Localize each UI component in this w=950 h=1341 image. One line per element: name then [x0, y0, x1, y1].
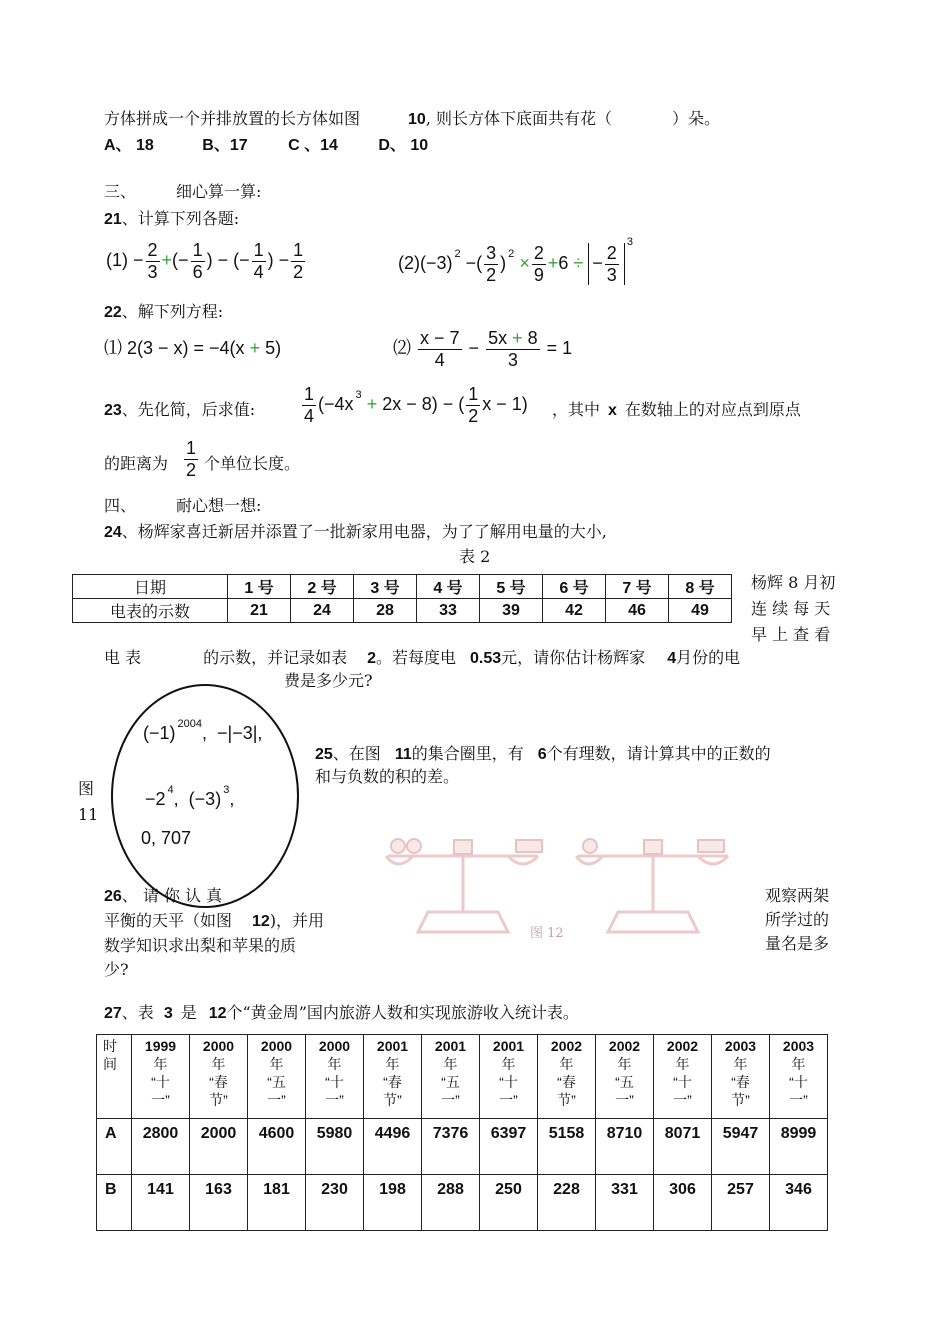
- q20-line1: 方体拼成一个并排放置的长方体如图 10, 则长方体下底面共有花（ ）朵。: [104, 109, 721, 128]
- option-b: B、17: [202, 137, 248, 154]
- column-header: 2001 年 “十 一”: [480, 1035, 538, 1119]
- table-row: B 141 163 181 230 198 288 250 228 331 306 257 346: [97, 1175, 828, 1231]
- figure-12-caption: 图 12: [530, 926, 564, 941]
- option-c: C 、14: [288, 137, 338, 154]
- q24-side-text: 杨辉 8 月初 连 续 每 天 早 上 查 看: [751, 573, 836, 644]
- figure-11-label: 图 11: [78, 779, 99, 824]
- table-row: [97, 1035, 828, 1119]
- column-header: 2000 年 “十 一”: [306, 1035, 364, 1119]
- q23-line2: 的距离为: [104, 454, 169, 473]
- table-row: 电表的示数 21 24 28 33 39 42 46 49: [73, 599, 732, 623]
- column-header: 2000 年 “五 一”: [248, 1035, 306, 1119]
- column-header: 2002 年 “春 节”: [538, 1035, 596, 1119]
- option-d: D、 10: [378, 137, 429, 154]
- q26-left-text: 26、 请 你 认 真 平衡的天平（如图 12)，并用 数学知识求出梨和苹果的质 少?: [104, 886, 325, 979]
- column-header: 2002 年 “十 一”: [654, 1035, 712, 1119]
- q20-options: [104, 136, 428, 155]
- table2-caption: 表 2: [459, 547, 491, 566]
- table-row: A 2800 2000 4600 5980 4496 7376 6397 5158 8710 8071 5947 8999: [97, 1119, 828, 1175]
- q21-expression-1: (1) − $\frac{2}{3}$ +(− $\frac{1}{6}$ ) − (− $\frac{1}{4}$ ) − $\frac{1}{2}$: [106, 240, 304, 282]
- table-2: [72, 574, 732, 623]
- q24-line2: 费是多少元?: [284, 671, 373, 690]
- q22-equation-1: ⑴ 2(3 − x) = −4(x + 5): [104, 338, 282, 358]
- q27-stem: 27、表 3 是 12个“黄金周”国内旅游人数和实现旅游收入统计表。: [104, 1003, 579, 1022]
- q21-expression-2: (2)(−3) $^2$ −( $\frac{3}{2}$ ) $^2$ × $\frac{2}{9}$ +6 ÷ − $\frac{2}{3}$ $^3$: [398, 236, 633, 285]
- q22-stem: 22、解下列方程:: [104, 302, 224, 321]
- option-a: A、 18: [104, 137, 154, 154]
- table-row: 日期 1 号 2 号 3 号 4 号 5 号 6 号 7 号 8 号: [73, 575, 732, 599]
- q22-equation-2: ⑵ $\frac{x - 7}{4}$ − $\frac{5x + 8}{3}$ = 1: [393, 328, 573, 370]
- q23-expression: $\frac{1}{4}$ (−4x $^3$ + 2x − 8) − ( $\frac{1}{2}$ x − 1): [304, 384, 528, 426]
- section-4-heading: 四、 耐心想一想:: [104, 496, 262, 515]
- q24-stem: 24、杨辉家喜迁新居并添置了一批新家用电器，为了了解用电量的大小,: [104, 522, 607, 541]
- set-item-2: −2 $^4$, (−3) $^3$,: [145, 784, 235, 809]
- set-item-1: (−1) $^{2004}$, −|−3|,: [143, 718, 263, 743]
- column-header: 2002 年 “五 一”: [596, 1035, 654, 1119]
- q26-right-text: 观察两架 所学过的 量名是多: [765, 886, 830, 953]
- column-header: 2001 年 “五 一”: [422, 1035, 480, 1119]
- set-item-3: 0, 707: [141, 828, 192, 848]
- column-header: 2001 年 “春 节”: [364, 1035, 422, 1119]
- q23-line2-tail: 个单位长度。: [204, 454, 301, 473]
- q23-half-fraction: $\frac{1}{2}$: [186, 438, 197, 480]
- q23-condition: ，其中 x 在数轴上的对应点到原点: [552, 400, 801, 419]
- q24-line: 电 表 的示数，并记录如表 2。若每度电 0.53元，请你估计杨辉家 4月份的电: [104, 648, 741, 667]
- section-3-heading: 三、 细心算一算:: [104, 182, 262, 201]
- q21-stem: 21、计算下列各题:: [104, 209, 240, 228]
- q25-line1: 25、在图 11的集合圈里，有 6个有理数，请计算其中的正数的: [315, 744, 771, 763]
- column-header: 2000 年 “春 节”: [190, 1035, 248, 1119]
- table-3: [96, 1034, 828, 1231]
- column-header: 1999 年 “十 一”: [132, 1035, 190, 1119]
- q25-line2: 和与负数的积的差。: [315, 767, 460, 786]
- q23-stem: 23、先化简，后求值:: [104, 400, 256, 419]
- column-header: 2003 年 “春 节”: [712, 1035, 770, 1119]
- table-corner: 时 间: [97, 1035, 132, 1119]
- column-header: 2003 年 “十 一”: [770, 1035, 828, 1119]
